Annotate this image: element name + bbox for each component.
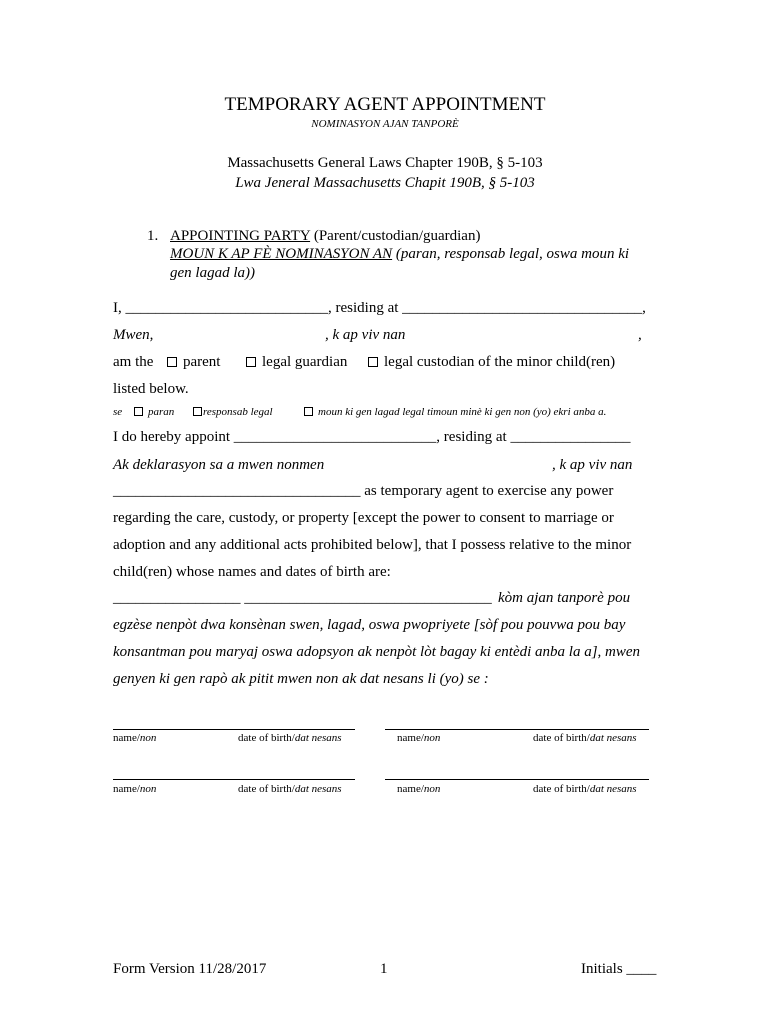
body-text-kreyol: genyen ki gen rapò ak pitit mwen non ak dat nesans li (yo) se : (113, 671, 489, 687)
child-name-line[interactable] (113, 729, 355, 730)
child-name-label: name/non (397, 732, 441, 744)
child-name-label: name/non (113, 732, 157, 744)
appointing-party-line-kreyol-a: Mwen, (113, 327, 154, 343)
appoint-line: I do hereby appoint ___________________________, residing at ________________ (113, 429, 631, 445)
body-text-kreyol: kòm ajan tanporè pou (498, 590, 631, 606)
page-number: 1 (380, 961, 388, 977)
child-name-line[interactable] (113, 779, 355, 780)
moun-label: moun ki gen lagad legal timoun minè ki gen non (yo) ekri anba a. (318, 406, 607, 418)
child-name-label: name/non (113, 783, 157, 795)
child-name-line[interactable] (385, 729, 649, 730)
agent-line: _________________________________ as temporary agent to exercise any power (113, 483, 614, 499)
responsab-option[interactable] (193, 406, 273, 418)
section-heading-kreyol-paren: (paran, responsab legal, oswa moun ki (395, 246, 630, 262)
document-title-kreyol: NOMINASYON AJAN TANPORÈ (311, 118, 459, 130)
initials-field[interactable]: Initials ____ (581, 961, 657, 977)
paran-checkbox[interactable] (134, 407, 143, 416)
parent-label: parent (183, 354, 221, 370)
section-heading-title: APPOINTING PARTY (170, 228, 311, 244)
moun-option[interactable] (304, 406, 606, 418)
role-prefix: am the (113, 354, 154, 370)
child-dob-label: date of birth/dat nesans (533, 732, 637, 744)
agent-blanks: _________________ _________________________________ (113, 590, 492, 606)
appoint-line-kreyol-b: , k ap viv nan (552, 457, 633, 473)
section-heading-kreyol-title: MOUN K AP FÈ NOMINASYON AN (170, 246, 393, 262)
child-dob-label: date of birth/dat nesans (238, 732, 342, 744)
responsab-label: responsab legal (203, 406, 273, 418)
section-heading (170, 228, 480, 245)
legal-guardian-option[interactable] (246, 354, 347, 371)
body-text-line: child(ren) whose names and dates of birth are: (113, 564, 391, 580)
document-title: TEMPORARY AGENT APPOINTMENT (224, 94, 546, 115)
child-dob-label: date of birth/dat nesans (238, 783, 342, 795)
law-citation-kreyol: Lwa Jeneral Massachusetts Chapit 190B, § 5-103 (235, 175, 535, 191)
appointing-party-line-kreyol-c: , (638, 327, 642, 343)
law-citation: Massachusetts General Laws Chapter 190B, § 5-103 (227, 155, 543, 171)
listed-below-text: listed below. (113, 381, 189, 397)
parent-option[interactable] (167, 354, 220, 371)
legal-guardian-checkbox[interactable] (246, 357, 256, 367)
body-text-line: adoption and any additional acts prohibited below], that I possess relative to the minor (113, 537, 632, 553)
body-text-kreyol: egzèse nenpòt dwa konsènan swen, lagad, oswa pwopriyete [sòf pou pouvwa pou bay (113, 617, 626, 633)
section-number: 1. (147, 228, 159, 244)
body-text-line: regarding the care, custody, or property [except the power to consent to marriage or (113, 510, 614, 526)
appointing-party-line: I, ___________________________, residing at ________________________________, (113, 300, 646, 316)
paran-label: paran (148, 406, 175, 418)
child-name-label: name/non (397, 783, 441, 795)
section-heading-kreyol (170, 246, 629, 263)
parent-checkbox[interactable] (167, 357, 177, 367)
legal-custodian-label: legal custodian of the minor child(ren) (384, 354, 616, 370)
legal-custodian-checkbox[interactable] (368, 357, 378, 367)
moun-checkbox[interactable] (304, 407, 313, 416)
appointing-party-line-kreyol-b: , k ap viv nan (325, 327, 406, 343)
responsab-checkbox[interactable] (193, 407, 202, 416)
section-heading-kreyol-cont: gen lagad la)) (170, 265, 255, 281)
legal-custodian-option[interactable] (368, 354, 615, 371)
form-version: Form Version 11/28/2017 (113, 961, 267, 977)
appoint-line-kreyol-a: Ak deklarasyon sa a mwen nonmen (113, 457, 325, 473)
child-name-line[interactable] (385, 779, 649, 780)
body-text-kreyol: konsantman pou maryaj oswa adopsyon ak nenpòt lòt bagay ki entèdi anba la a], mwen (113, 644, 641, 660)
section-heading-paren: (Parent/custodian/guardian) (313, 228, 481, 244)
legal-guardian-label: legal guardian (262, 354, 348, 370)
role-prefix-kreyol: se (113, 406, 123, 418)
paran-option[interactable] (134, 406, 174, 418)
child-dob-label: date of birth/dat nesans (533, 783, 637, 795)
